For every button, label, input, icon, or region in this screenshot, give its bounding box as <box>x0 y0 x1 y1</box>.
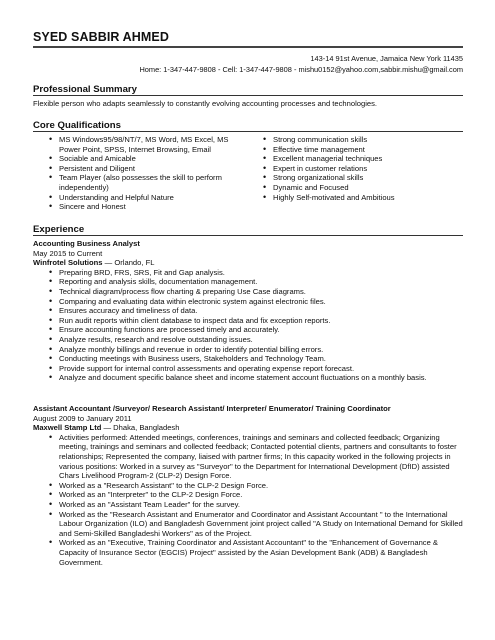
summary-text: Flexible person who adapts seamlessly to constantly evolving accounting processes and technologies. <box>33 99 378 108</box>
list-item: • Activities performed: Attended meetings, conferences, trainings and seminars and collected feedback; Organizing meeting, trainings and seminars and collected feedback; Contacted potential clients, partners and consultants to foster relationships; Represented the company, liaised with partner firms; In this capacity worked in the following projects in various positions: Worked in a survey as "Surveyor" to the Department for International Development (DfID) assisted Chars Livelihood Program-2 (CLP-2) Design Force. <box>49 433 465 481</box>
address-line: 143-14 91st Avenue, Jamaica New York 11435 <box>310 54 463 63</box>
list-item: • Effective time management <box>263 145 463 155</box>
list-item: • Strong communication skills <box>263 135 463 145</box>
job-entry <box>33 404 465 567</box>
qualifications-list-left <box>49 135 244 212</box>
job-duties <box>49 433 465 567</box>
list-item: • Preparing BRD, FRS, SRS, Fit and Gap analysis. <box>49 268 465 278</box>
list-item: • Expert in customer relations <box>263 164 463 174</box>
contact-line: Home: 1-347-447-9808 - Cell: 1-347-447-9808 - mishu0152@yahoo.com,sabbir.mishu@gmail.com <box>139 64 463 74</box>
list-item: • Ensures accuracy and timeliness of data. <box>49 306 465 316</box>
job-title: Assistant Accountant /Surveyor/ Research Assistant/ Interpreter/ Enumerator/ Training Coordinator <box>33 404 391 413</box>
list-item: • Excellent managerial techniques <box>263 154 463 164</box>
list-item: • Dynamic and Focused <box>263 183 463 193</box>
list-item: • Team Player (also possesses the skill to perform independently) <box>49 173 244 192</box>
qualifications-divider <box>33 131 463 132</box>
experience-divider <box>33 235 463 236</box>
job-location: — Dhaka, Bangladesh <box>101 423 180 433</box>
list-item: • Conducting meetings with Business users, Stakeholders and Technology Team. <box>49 354 465 364</box>
list-item: • Worked as the "Research Assistant and Enumerator and Coordinator and Assistant Accountant " to the International Labour Organization (ILO) and Bangladesh Government joint project called "A Study on International Demand for Skilled and Semi-Skilled Bangladeshi Workers" as of the Project. <box>49 510 465 539</box>
list-item: • Reporting and analysis skills, documentation management. <box>49 277 465 287</box>
job-location: — Orlando, FL <box>102 258 155 268</box>
list-item: • Persistent and Diligent <box>49 164 244 174</box>
summary-heading: Professional Summary <box>33 84 137 95</box>
list-item: • Ensure accounting functions are processed timely and accurately. <box>49 325 465 335</box>
company-name: Maxwell Stamp Ltd <box>33 423 102 433</box>
list-item: • Highly Self-motivated and Ambitious <box>263 193 463 203</box>
job-company <box>33 423 465 433</box>
list-item: • Technical diagram/process flow charting & preparing Use Case diagrams. <box>49 287 465 297</box>
qualifications-list-right <box>263 135 463 202</box>
header-divider <box>33 46 463 48</box>
job-title: Accounting Business Analyst <box>33 239 140 248</box>
list-item: • Analyze and document specific balance sheet and income statement account fluctuations on a monthly basis. <box>49 373 465 383</box>
list-item: • Worked as a "Research Assistant" to the CLP-2 Design Force. <box>49 481 465 491</box>
qualifications-heading: Core Qualifications <box>33 120 121 131</box>
list-item: • Strong organizational skills <box>263 173 463 183</box>
job-dates: May 2015 to Current <box>33 248 103 258</box>
job-duties <box>49 268 465 383</box>
company-name: Winfrotel Solutions <box>33 258 103 268</box>
experience-heading: Experience <box>33 224 85 235</box>
list-item: • Worked as an "Interpreter" to the CLP-2 Design Force. <box>49 490 465 500</box>
list-item: • Run audit reports within client database to inspect data and fix exception reports. <box>49 316 465 326</box>
list-item: • Sincere and Honest <box>49 202 244 212</box>
summary-divider <box>33 95 463 96</box>
job-company <box>33 258 465 268</box>
candidate-name: SYED SABBIR AHMED <box>33 30 169 44</box>
list-item: • Worked as an "Executive, Training Coordinator and Assistant Accountant" to the "Enhancement of Governance & Capacity of Insurance Sector (EGCIS) Project" assisted by the Asian Development Bank (ADB) & Bangladesh Government. <box>49 538 465 567</box>
list-item: • MS Windows95/98/NT/7, MS Word, MS Excel, MS Power Point, SPSS, Internet Browsing, Email <box>49 135 244 154</box>
contact-block <box>139 54 463 75</box>
list-item: • Provide support for internal control assessments and operating expense report forecast. <box>49 364 465 374</box>
job-entry <box>33 239 465 383</box>
list-item: • Sociable and Amicable <box>49 154 244 164</box>
list-item: • Analyze monthly billings and revenue in order to identify potential billing errors. <box>49 345 465 355</box>
list-item: • Worked as an "Assistant Team Leader" for the survey. <box>49 500 465 510</box>
list-item: • Analyze results, research and resolve outstanding issues. <box>49 335 465 345</box>
job-dates: August 2009 to January 2011 <box>33 413 132 423</box>
list-item: • Comparing and evaluating data within electronic system against electronic files. <box>49 297 465 307</box>
list-item: • Understanding and Helpful Nature <box>49 193 244 203</box>
